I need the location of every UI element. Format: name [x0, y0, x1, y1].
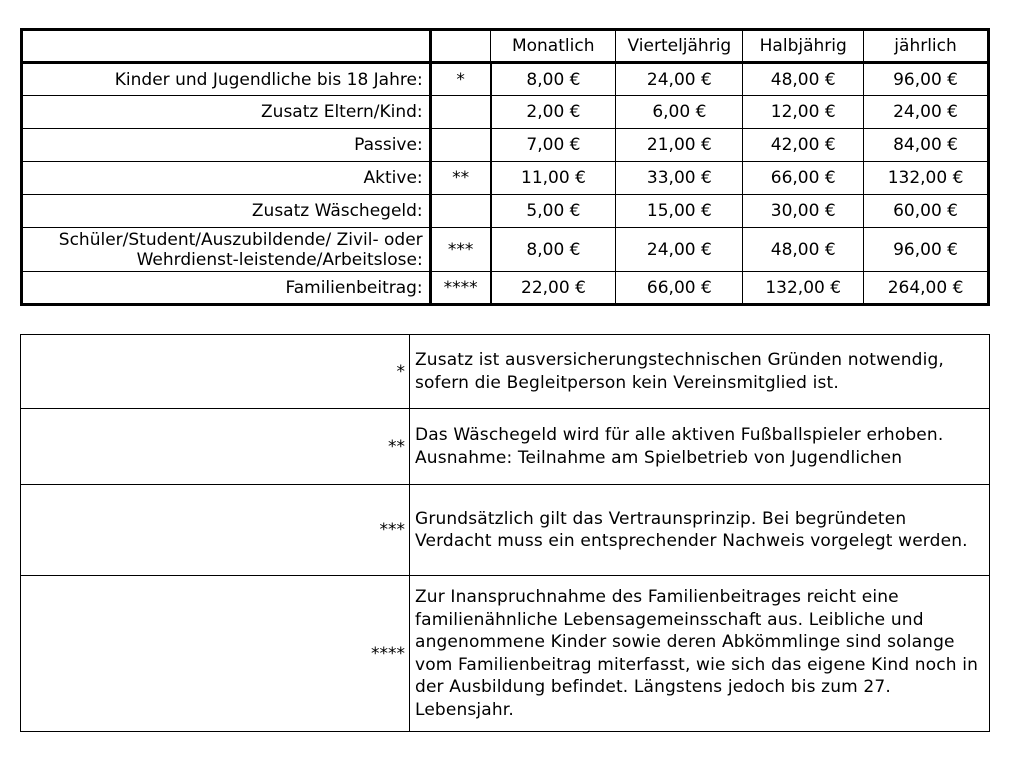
- fee-row-label: Kinder und Jugendliche bis 18 Jahre:: [22, 63, 431, 96]
- fee-row-students: [22, 228, 989, 272]
- note-mark: ****: [21, 576, 410, 732]
- fee-monthly: 8,00 €: [491, 63, 616, 96]
- fee-row-label: Familienbeitrag:: [22, 272, 431, 305]
- fee-row-mark: [430, 96, 490, 129]
- fee-monthly: 22,00 €: [491, 272, 616, 305]
- note-mark: *: [21, 335, 410, 409]
- note-text: Zusatz ist ausversicherungstechnischen Gründen notwendig, sofern die Begleitperson kein Vereinsmitglied ist.: [410, 335, 990, 409]
- fee-row-mark: ****: [430, 272, 490, 305]
- fee-table: [20, 28, 990, 306]
- note-row: [21, 409, 990, 485]
- fee-monthly: 7,00 €: [491, 129, 616, 162]
- fee-row-mark: ***: [430, 228, 490, 272]
- fee-quarterly: 24,00 €: [616, 63, 743, 96]
- fee-row-children: [22, 63, 989, 96]
- fee-yearly: 264,00 €: [864, 272, 989, 305]
- fee-row-mark: [430, 195, 490, 228]
- fee-quarterly: 33,00 €: [616, 162, 743, 195]
- fee-quarterly: 66,00 €: [616, 272, 743, 305]
- note-text: Grundsätzlich gilt das Vertraunsprinzip. Bei begründeten Verdacht muss ein entsprechender Nachweis vorgelegt werden.: [410, 485, 990, 576]
- header-corner-cell: [22, 30, 431, 63]
- fee-yearly: 96,00 €: [864, 228, 989, 272]
- fee-quarterly: 6,00 €: [616, 96, 743, 129]
- notes-table: [20, 334, 990, 732]
- fee-table-header: [22, 30, 989, 63]
- fee-row-passive: [22, 129, 989, 162]
- fee-yearly: 24,00 €: [864, 96, 989, 129]
- fee-row-mark: *: [430, 63, 490, 96]
- fee-monthly: 11,00 €: [491, 162, 616, 195]
- fee-row-label: Schüler/Student/Auszubildende/ Zivil- oder Wehrdienst-leistende/Arbeitslose:: [22, 228, 431, 272]
- note-text: Das Wäschegeld wird für alle aktiven Fußballspieler erhoben. Ausnahme: Teilnahme am Spielbetrieb von Jugendlichen: [410, 409, 990, 485]
- fee-yearly: 96,00 €: [864, 63, 989, 96]
- note-text: Zur Inanspruchnahme des Familienbeitrages reicht eine familienähnliche Lebensagemeinsschaft aus. Leibliche und angenommene Kinder sowie deren Abkömmlinge sind solange vom Familienbeitrag miterfasst, wie sich das eigene Kind noch in der Ausbildung befindet. Längstens jedoch bis zum 27. Lebensjahr.: [410, 576, 990, 732]
- fee-half-yearly: 42,00 €: [743, 129, 864, 162]
- column-header-monthly: Monatlich: [491, 30, 616, 63]
- fee-row-mark: **: [430, 162, 490, 195]
- fee-quarterly: 15,00 €: [616, 195, 743, 228]
- fee-row-label: Zusatz Wäschegeld:: [22, 195, 431, 228]
- fee-half-yearly: 66,00 €: [743, 162, 864, 195]
- fee-yearly: 84,00 €: [864, 129, 989, 162]
- fee-half-yearly: 12,00 €: [743, 96, 864, 129]
- fee-row-label: Zusatz Eltern/Kind:: [22, 96, 431, 129]
- fee-half-yearly: 30,00 €: [743, 195, 864, 228]
- note-row: [21, 335, 990, 409]
- fee-row-laundry: [22, 195, 989, 228]
- fee-monthly: 8,00 €: [491, 228, 616, 272]
- fee-half-yearly: 132,00 €: [743, 272, 864, 305]
- note-row: [21, 485, 990, 576]
- fee-row-family: [22, 272, 989, 305]
- column-header-quarterly: Vierteljährig: [616, 30, 743, 63]
- note-row: [21, 576, 990, 732]
- fee-quarterly: 24,00 €: [616, 228, 743, 272]
- fee-monthly: 5,00 €: [491, 195, 616, 228]
- note-mark: ***: [21, 485, 410, 576]
- column-header-half-yearly: Halbjährig: [743, 30, 864, 63]
- fee-row-mark: [430, 129, 490, 162]
- fee-row-label: Aktive:: [22, 162, 431, 195]
- fee-row-label: Passive:: [22, 129, 431, 162]
- column-header-yearly: jährlich: [864, 30, 989, 63]
- fee-half-yearly: 48,00 €: [743, 228, 864, 272]
- fee-monthly: 2,00 €: [491, 96, 616, 129]
- fee-yearly: 132,00 €: [864, 162, 989, 195]
- fee-row-active: [22, 162, 989, 195]
- fee-row-parent-child: [22, 96, 989, 129]
- fee-yearly: 60,00 €: [864, 195, 989, 228]
- fee-half-yearly: 48,00 €: [743, 63, 864, 96]
- fee-quarterly: 21,00 €: [616, 129, 743, 162]
- note-mark: **: [21, 409, 410, 485]
- header-mark-cell: [430, 30, 490, 63]
